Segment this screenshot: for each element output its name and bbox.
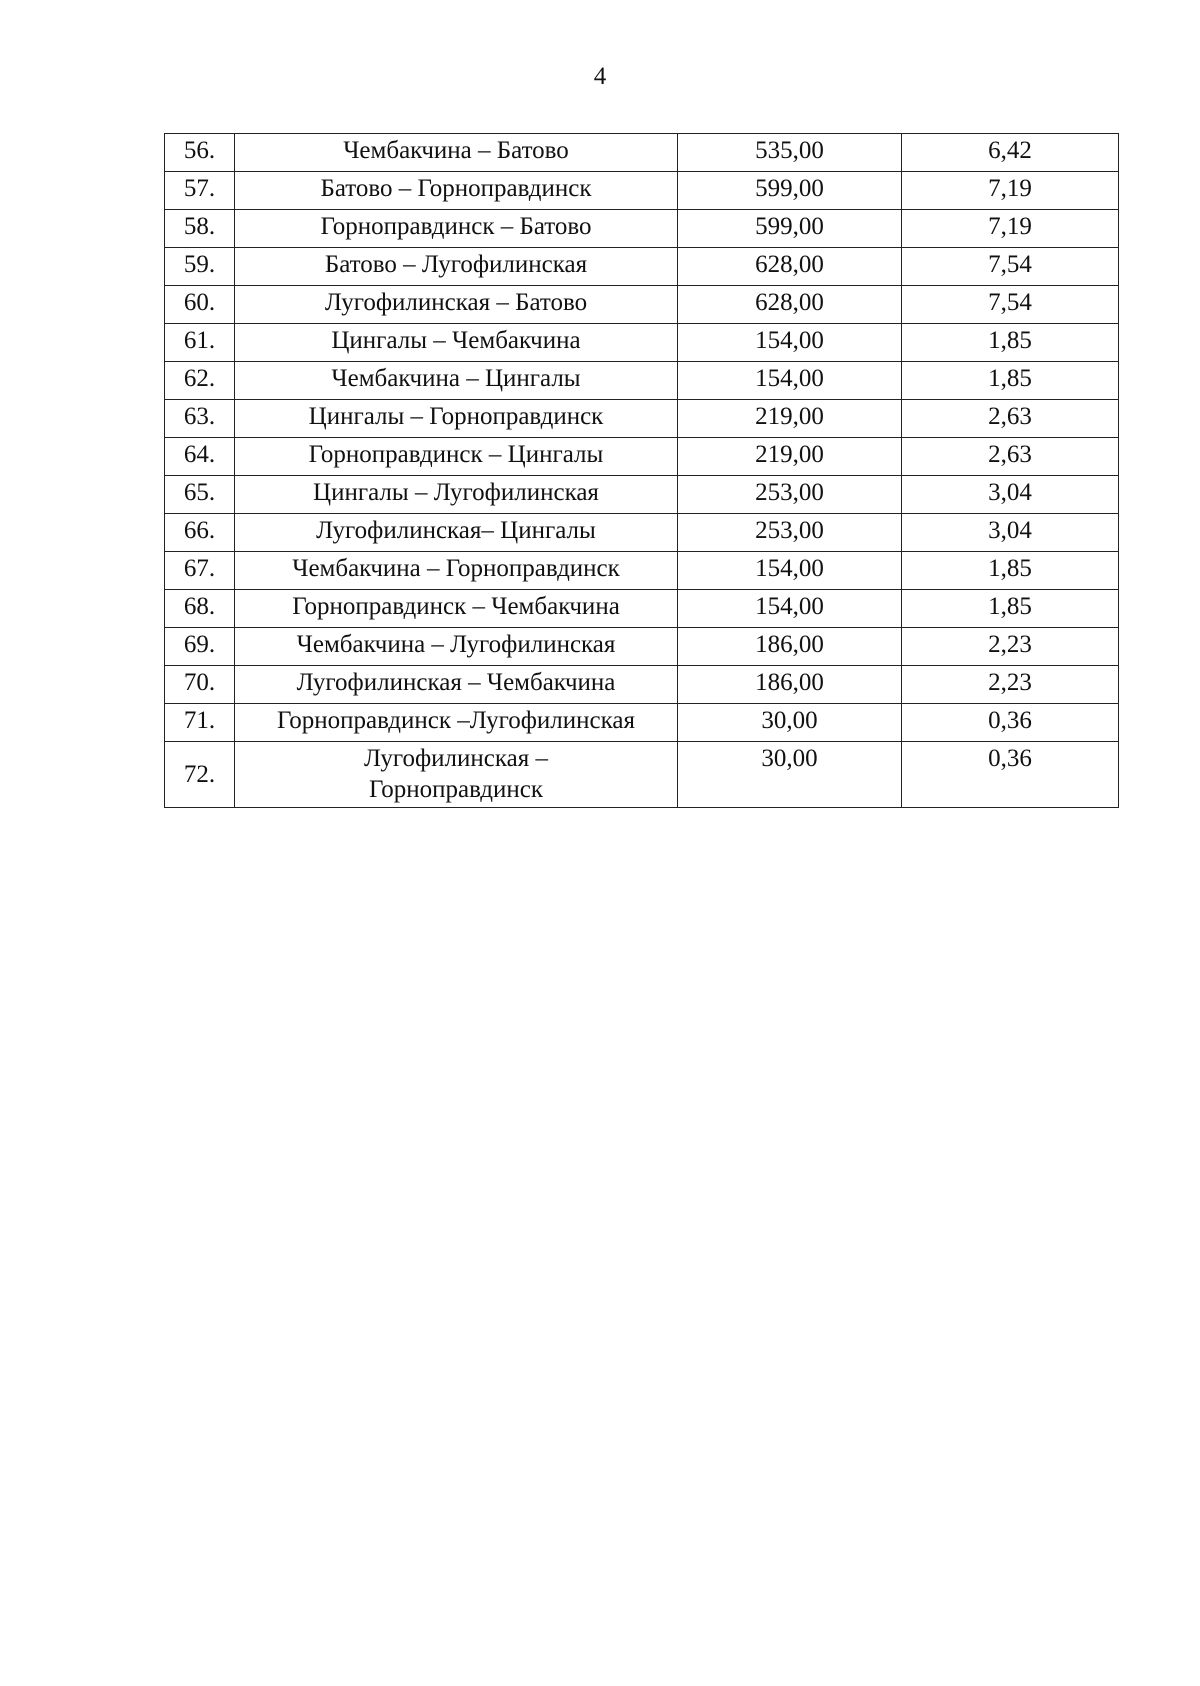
row-number: 71. bbox=[165, 704, 235, 742]
route-rate: 1,85 bbox=[902, 590, 1119, 628]
table-row bbox=[165, 172, 1119, 210]
table-row bbox=[165, 134, 1119, 172]
route-rate: 2,63 bbox=[902, 400, 1119, 438]
route-name: Батово – Горноправдинск bbox=[235, 172, 678, 210]
row-number: 60. bbox=[165, 286, 235, 324]
route-value: 219,00 bbox=[678, 400, 902, 438]
route-value: 219,00 bbox=[678, 438, 902, 476]
route-rate: 3,04 bbox=[902, 514, 1119, 552]
route-name bbox=[235, 742, 678, 808]
table-row bbox=[165, 628, 1119, 666]
route-name: Цингалы – Лугофилинская bbox=[235, 476, 678, 514]
route-name: Цингалы – Горноправдинск bbox=[235, 400, 678, 438]
route-rate: 2,23 bbox=[902, 666, 1119, 704]
table-row bbox=[165, 248, 1119, 286]
route-name: Чембакчина – Батово bbox=[235, 134, 678, 172]
route-value: 628,00 bbox=[678, 248, 902, 286]
table-row bbox=[165, 286, 1119, 324]
route-value: 599,00 bbox=[678, 210, 902, 248]
tariff-table bbox=[164, 133, 1119, 808]
row-number: 59. bbox=[165, 248, 235, 286]
table-row bbox=[165, 400, 1119, 438]
row-number: 67. bbox=[165, 552, 235, 590]
table-row bbox=[165, 514, 1119, 552]
row-number: 66. bbox=[165, 514, 235, 552]
table-row bbox=[165, 438, 1119, 476]
route-name: Цингалы – Чембакчина bbox=[235, 324, 678, 362]
row-number: 56. bbox=[165, 134, 235, 172]
table-row bbox=[165, 210, 1119, 248]
row-number: 63. bbox=[165, 400, 235, 438]
route-rate: 7,54 bbox=[902, 248, 1119, 286]
route-rate: 1,85 bbox=[902, 552, 1119, 590]
table-row bbox=[165, 666, 1119, 704]
route-name: Чембакчина – Горноправдинск bbox=[235, 552, 678, 590]
route-value: 186,00 bbox=[678, 628, 902, 666]
table-row bbox=[165, 362, 1119, 400]
route-value: 154,00 bbox=[678, 590, 902, 628]
route-value: 30,00 bbox=[678, 742, 902, 808]
page-number: 4 bbox=[593, 63, 607, 90]
route-name-line-1: Лугофилинская – bbox=[364, 745, 548, 772]
route-name: Лугофилинская – Чембакчина bbox=[235, 666, 678, 704]
route-rate: 0,36 bbox=[902, 704, 1119, 742]
route-rate: 1,85 bbox=[902, 324, 1119, 362]
route-rate: 1,85 bbox=[902, 362, 1119, 400]
route-rate: 2,63 bbox=[902, 438, 1119, 476]
table-row bbox=[165, 704, 1119, 742]
table-row bbox=[165, 476, 1119, 514]
route-name: Горноправдинск –Лугофилинская bbox=[235, 704, 678, 742]
row-number: 70. bbox=[165, 666, 235, 704]
row-number: 72. bbox=[165, 742, 235, 808]
route-value: 253,00 bbox=[678, 514, 902, 552]
route-value: 154,00 bbox=[678, 324, 902, 362]
route-rate: 2,23 bbox=[902, 628, 1119, 666]
row-number: 57. bbox=[165, 172, 235, 210]
route-value: 253,00 bbox=[678, 476, 902, 514]
route-name-line-2: Горноправдинск bbox=[368, 776, 543, 803]
route-name: Батово – Лугофилинская bbox=[235, 248, 678, 286]
route-value: 535,00 bbox=[678, 134, 902, 172]
route-value: 154,00 bbox=[678, 362, 902, 400]
route-value: 30,00 bbox=[678, 704, 902, 742]
route-value: 154,00 bbox=[678, 552, 902, 590]
route-rate: 6,42 bbox=[902, 134, 1119, 172]
route-value: 186,00 bbox=[678, 666, 902, 704]
table-row bbox=[165, 324, 1119, 362]
table-row bbox=[165, 590, 1119, 628]
route-name: Горноправдинск – Батово bbox=[235, 210, 678, 248]
row-number: 62. bbox=[165, 362, 235, 400]
row-number: 58. bbox=[165, 210, 235, 248]
route-name: Горноправдинск – Чембакчина bbox=[235, 590, 678, 628]
row-number: 61. bbox=[165, 324, 235, 362]
route-name: Лугофилинская– Цингалы bbox=[235, 514, 678, 552]
route-rate: 7,19 bbox=[902, 210, 1119, 248]
row-number: 69. bbox=[165, 628, 235, 666]
route-value: 599,00 bbox=[678, 172, 902, 210]
row-number: 68. bbox=[165, 590, 235, 628]
row-number: 65. bbox=[165, 476, 235, 514]
route-value: 628,00 bbox=[678, 286, 902, 324]
route-rate: 7,54 bbox=[902, 286, 1119, 324]
route-rate: 3,04 bbox=[902, 476, 1119, 514]
row-number: 64. bbox=[165, 438, 235, 476]
route-rate: 0,36 bbox=[902, 742, 1119, 808]
route-name: Чембакчина – Лугофилинская bbox=[235, 628, 678, 666]
route-name: Чембакчина – Цингалы bbox=[235, 362, 678, 400]
route-name: Лугофилинская – Батово bbox=[235, 286, 678, 324]
route-name: Горноправдинск – Цингалы bbox=[235, 438, 678, 476]
table-row bbox=[165, 552, 1119, 590]
table-row bbox=[165, 742, 1119, 808]
route-rate: 7,19 bbox=[902, 172, 1119, 210]
